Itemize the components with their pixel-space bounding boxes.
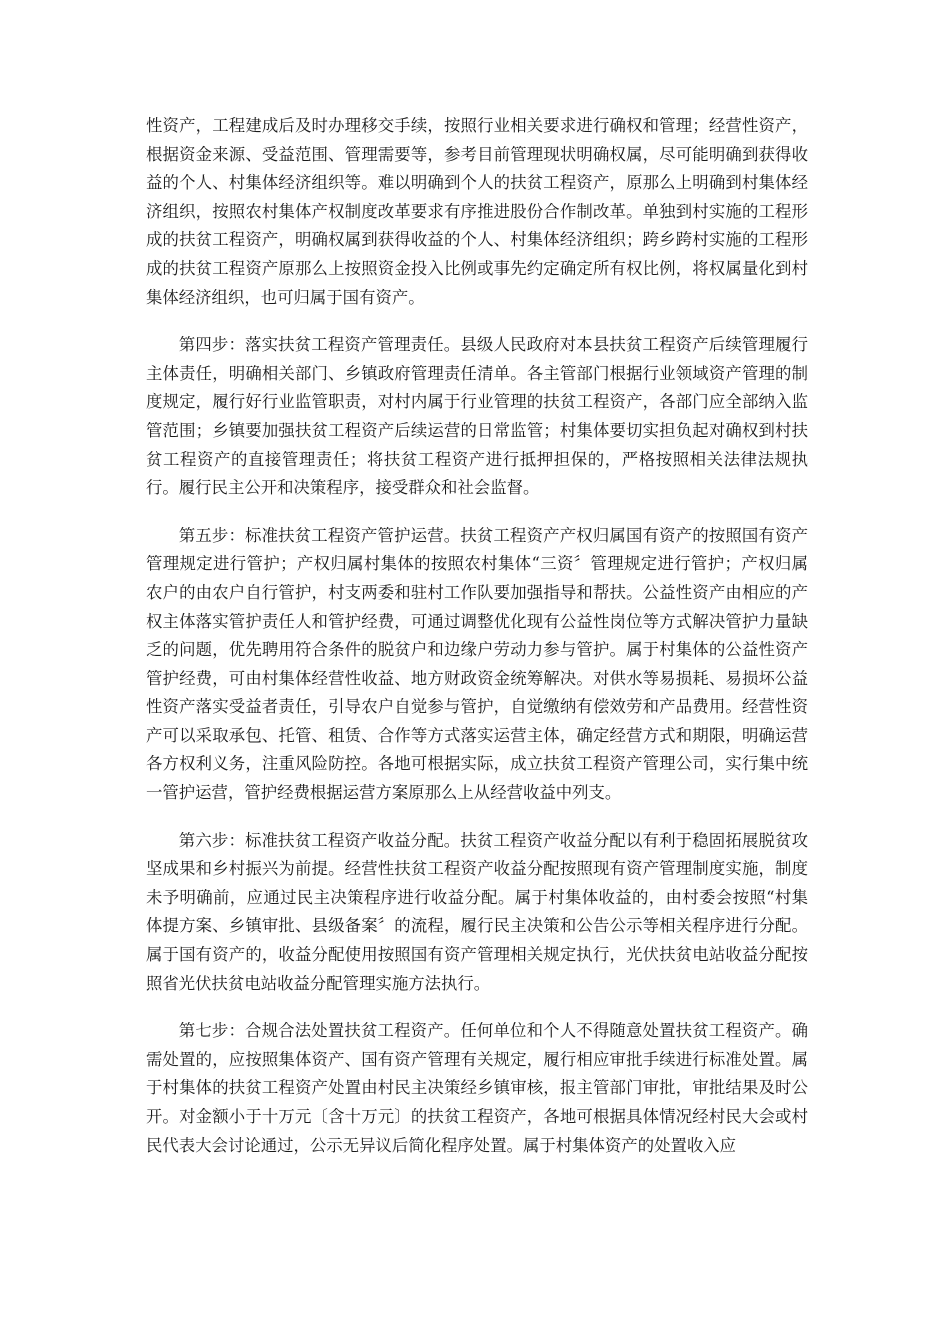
paragraph-step-five: 第五步：标准扶贫工程资产管护运营。扶贫工程资产产权归属国有资产的按照国有资产管理规定进行管护；产权归属村集体的按照农村集体“三资〞管理规定进行管护；产权归属农户的由农户自行管护，村支两委和驻村工作队要加强指导和帮扶。公益性资产由相应的产权主体落实管护责任人和管护经费，可通过调整优化现有公益性岗位等方式解决管护力量缺乏的问题，优先聘用符合条件的脱贫户和边缘户劳动力参与管护。属于村集体的公益性资产管护经费，可由村集体经营性收益、地方财政资金统筹解决。对供水等易损耗、易损坏公益性资产落实受益者责任，引导农户自觉参与管护，自觉缴纳有偿效劳和产品费用。经营性资产可以采取承包、托管、租赁、合作等方式落实运营主体，确定经营方式和期限，明确运营各方权利义务，注重风险防控。各地可根据实际，成立扶贫工程资产管理公司，实行集中统一管护运营，管护经费根据运营方案原那么上从经营收益中列支。 — [146, 525, 808, 803]
paragraph-step-four: 第四步：落实扶贫工程资产管理责任。县级人民政府对本县扶贫工程资产后续管理履行主体责任，明确相关部门、乡镇政府管理责任清单。各主管部门根据行业领域资产管理的制度规定，履行好行业监管职责，对村内属于行业管理的扶贫工程资产，各部门应全部纳入监管范围；乡镇要加强扶贫工程资产后续运营的日常监管；村集体要切实担负起对确权到村扶贫工程资产的直接管理责任；将扶贫工程资产进行抵押担保的，严格按照相关法律法规执行。履行民主公开和决策程序，接受群众和社会监督。 — [146, 335, 808, 498]
paragraph-step-seven: 第七步：合规合法处置扶贫工程资产。任何单位和个人不得随意处置扶贫工程资产。确需处置的，应按照集体资产、国有资产管理有关规定，履行相应审批手续进行标准处置。属于村集体的扶贫工程资产处置由村民主决策经乡镇审核，报主管部门审批，审批结果及时公开。对金额小于十万元〔含十万元〕的扶贫工程资产，各地可根据具体情况经村民大会或村民代表大会讨论通过，公示无异议后简化程序处置。属于村集体资产的处置收入应 — [146, 1021, 808, 1155]
paragraph-continuation: 性资产，工程建成后及时办理移交手续，按照行业相关要求进行确权和管理；经营性资产，根据资金来源、受益范围、管理需要等，参考目前管理现状明确权属，尽可能明确到获得收益的个人、村集体经济组织等。难以明确到个人的扶贫工程资产，原那么上明确到村集体经济组织，按照农村集体产权制度改革要求有序推进股份合作制改革。单独到村实施的工程形成的扶贫工程资产，明确权属到获得收益的个人、村集体经济组织；跨乡跨村实施的工程形成的扶贫工程资产原那么上按照资金投入比例或事先约定确定所有权比例，将权属量化到村集体经济组织，也可归属于国有资产。 — [146, 116, 808, 307]
document-page — [146, 112, 808, 1179]
paragraph-step-six: 第六步：标准扶贫工程资产收益分配。扶贫工程资产收益分配以有利于稳固拓展脱贫攻坚成果和乡村振兴为前提。经营性扶贫工程资产收益分配按照现有资产管理制度实施，制度未予明确前，应通过民主决策程序进行收益分配。属于村集体收益的，由村委会按照“村集体提方案、乡镇审批、县级备案〞的流程，履行民主决策和公告公示等相关程序进行分配。属于国有资产的，收益分配使用按照国有资产管理相关规定执行，光伏扶贫电站收益分配按照省光伏扶贫电站收益分配管理实施方法执行。 — [146, 830, 808, 993]
